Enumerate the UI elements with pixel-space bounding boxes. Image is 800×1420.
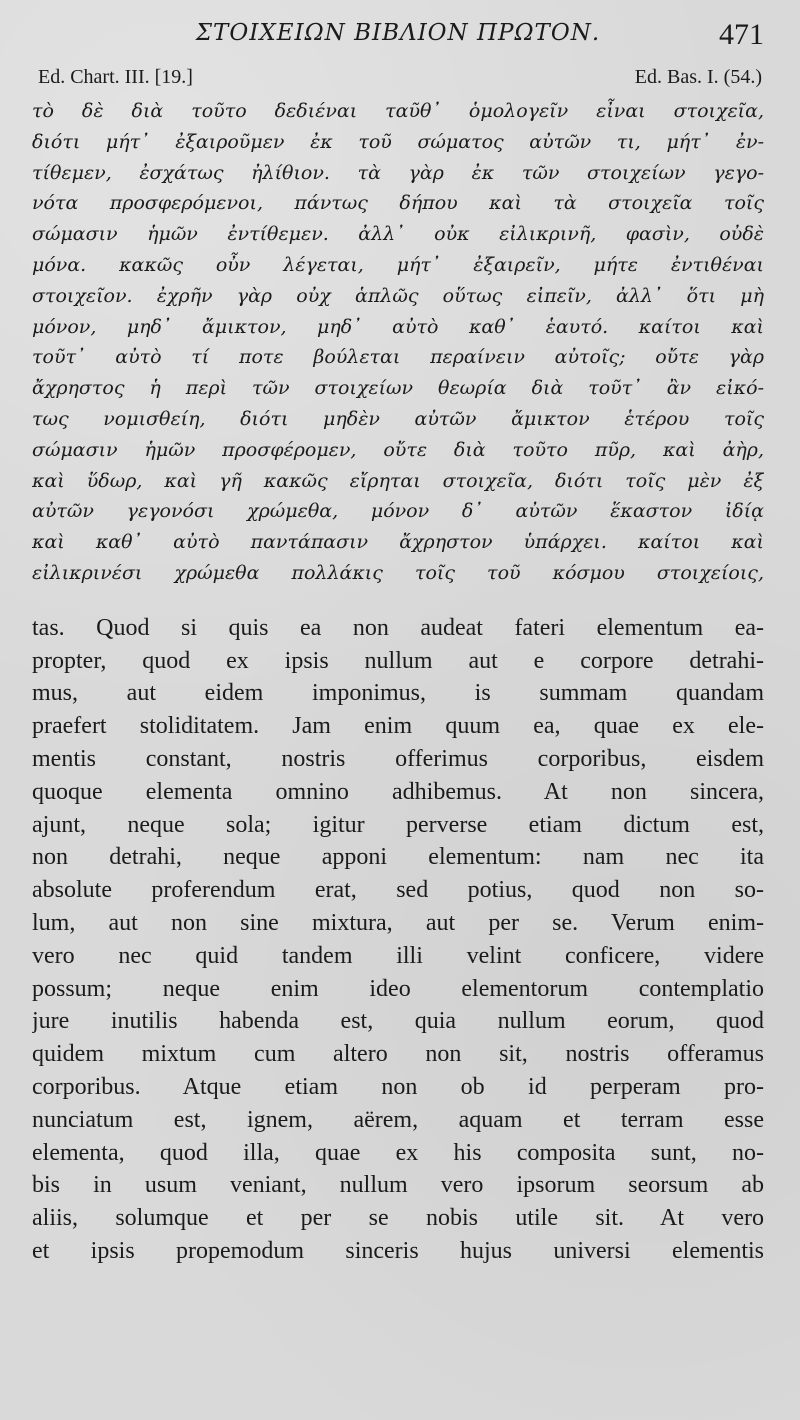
latin-line: vero nec quid tandem illi velint conficere, videre [32, 942, 764, 969]
edition-chartier: Ed. Chart. III. [19.] [38, 66, 193, 88]
greek-text-block [32, 96, 764, 589]
greek-line: τοῦτ᾿ αὐτὸ τί ποτε βούλεται περαίνειν αὐτοῖς; οὔτε γὰρ [32, 346, 764, 369]
latin-line: propter, quod ex ipsis nullum aut e corpore detrahi- [32, 647, 764, 674]
running-head [32, 16, 764, 60]
latin-line: mentis constant, nostris offerimus corporibus, eisdem [32, 745, 764, 772]
greek-line: σώμασιν ἡμῶν ἐντίθεμεν. ἀλλ᾿ οὐκ εἰλικρινῆ, φασὶν, οὐδὲ [32, 223, 764, 246]
latin-line: lum, aut non sine mixtura, aut per se. Verum enim- [32, 909, 764, 936]
greek-line: ἄχρηστος ἡ περὶ τῶν στοιχείων θεωρία διὰ τοῦτ᾿ ἂν εἰκό- [32, 377, 764, 400]
latin-line: jure inutilis habenda est, quia nullum eorum, quod [32, 1008, 764, 1035]
latin-line: et ipsis propemodum sinceris hujus universi elementis [32, 1237, 764, 1264]
greek-line: τὸ δὲ διὰ τοῦτο δεδιέναι ταῦθ᾿ ὁμολογεῖν εἶναι στοιχεῖα, [32, 100, 764, 122]
greek-line: στοιχεῖον. ἐχρῆν γὰρ οὐχ ἁπλῶς οὕτως εἰπεῖν, ἀλλ᾿ ὅτι μὴ [32, 284, 764, 307]
latin-line: praefert stoliditatem. Jam enim quum ea, quae ex ele- [32, 713, 764, 740]
latin-line: mus, aut eidem imponimus, is summam quandam [32, 680, 764, 707]
latin-line: non detrahi, neque apponi elementum: nam nec ita [32, 844, 764, 871]
page-number: 471 [719, 18, 764, 51]
edition-references [32, 66, 764, 96]
latin-line: tas. Quod si quis ea non audeat fateri elementum ea- [32, 614, 764, 641]
latin-line: aliis, solumque et per se nobis utile sit. At vero [32, 1205, 764, 1232]
latin-line: nunciatum est, ignem, aërem, aquam et terram esse [32, 1106, 764, 1133]
latin-line: bis in usum veniant, nullum vero ipsorum seorsum ab [32, 1172, 764, 1199]
latin-line: absolute proferendum erat, sed potius, quod non so- [32, 877, 764, 904]
latin-line: corporibus. Atque etiam non ob id perperam pro- [32, 1073, 764, 1100]
greek-line: καὶ καθ᾿ αὐτὸ παντάπασιν ἄχρηστον ὑπάρχει. καίτοι καὶ [32, 531, 764, 554]
latin-line: possum; neque enim ideo elementorum contemplatio [32, 975, 764, 1002]
greek-line: μόνα. κακῶς οὖν λέγεται, μήτ᾿ ἐξαιρεῖν, μήτε ἐντιθέναι [32, 253, 764, 276]
greek-line: αὐτῶν γεγονόσι χρώμεθα, μόνον δ᾿ αὐτῶν ἕκαστον ἰδίᾳ [32, 500, 764, 523]
greek-line: καὶ ὕδωρ, καὶ γῆ κακῶς εἴρηται στοιχεῖα, διότι τοῖς μὲν ἐξ [32, 469, 764, 492]
latin-line: quidem mixtum cum altero non sit, nostris offeramus [32, 1041, 764, 1068]
section-gap [32, 589, 764, 612]
greek-line: εἰλικρινέσι χρώμεθα πολλάκις τοῖς τοῦ κόσμου στοιχείοις, [32, 561, 764, 584]
greek-line: διότι μήτ᾿ ἐξαιροῦμεν ἐκ τοῦ σώματος αὐτῶν τι, μήτ᾿ ἐν- [32, 130, 764, 153]
latin-line: elementa, quod illa, quae ex his composita sunt, no- [32, 1139, 764, 1166]
latin-text-block [32, 612, 764, 1268]
greek-line: τίθεμεν, ἐσχάτως ἠλίθιον. τὰ γὰρ ἐκ τῶν στοιχείων γεγο- [32, 161, 764, 184]
greek-line: τως νομισθείη, διότι μηδὲν αὐτῶν ἄμικτον ἑτέρου τοῖς [32, 407, 764, 430]
greek-line: νότα προσφερόμενοι, πάντως δήπου καὶ τὰ στοιχεῖα τοῖς [32, 192, 764, 215]
running-title: ΣΤΟΙΧΕΙΩΝ ΒΙΒΛΙΟΝ ΠΡΩΤΟΝ. [195, 20, 601, 46]
edition-basel: Ed. Bas. I. (54.) [634, 66, 762, 88]
latin-line: quoque elementa omnino adhibemus. At non sincera, [32, 778, 764, 805]
latin-line: ajunt, neque sola; igitur perverse etiam dictum est, [32, 811, 764, 838]
greek-line: σώμασιν ἡμῶν προσφέρομεν, οὔτε διὰ τοῦτο πῦρ, καὶ ἀὴρ, [32, 438, 764, 461]
greek-line: μόνον, μηδ᾿ ἄμικτον, μηδ᾿ αὐτὸ καθ᾿ ἑαυτό. καίτοι καὶ [32, 315, 764, 338]
